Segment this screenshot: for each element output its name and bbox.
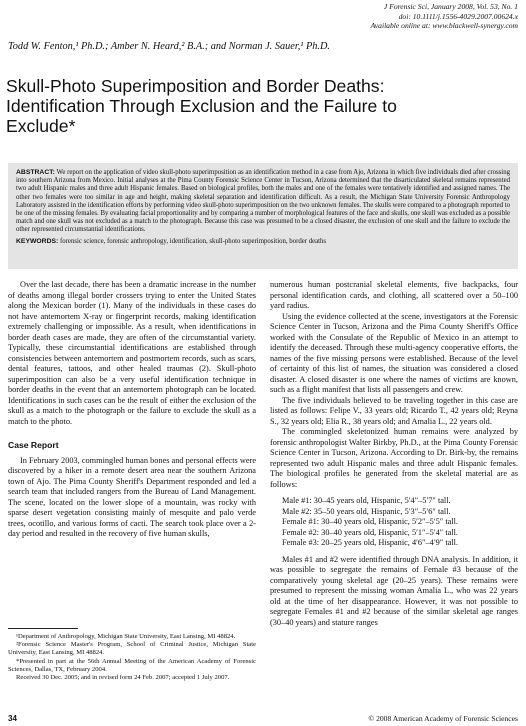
author-list: Todd W. Fenton,¹ Ph.D.; Amber N. Heard,² B.A.; and Norman J. Sauer,¹ Ph.D. (8, 41, 330, 52)
footnote-rule (8, 628, 78, 629)
biological-profile-list (270, 496, 518, 549)
body-paragraph: The five individuals believed to be traveling together in this case are listed as follows: Felipe V., 33 years old; Ricardo T., 42 years old; Reyna S., 32 years old; Elia R., 38 years old; and Amalia L., 22 years old. (270, 395, 518, 426)
keywords-label: KEYWORDS: (16, 237, 59, 245)
doi: doi: 10.1111/j.1556-4029.2007.00624.x (398, 11, 518, 21)
body-paragraph: The commingled skeletonized human remains were analyzed by forensic anthropologist Walter Birkby, Ph.D., at the Pima County Forensic Science Center in Tucson, Arizona. According to Dr. Birk-by, the remains represented two adult Hispanic males and three adult Hispanic females. The biological profiles he generated from the skeletal material are as follows: (270, 427, 518, 489)
abstract-box (8, 163, 518, 269)
abstract-text: We report on the application of video skull-photo superimposition as an identification method in a case from Ajo, Arizona in which five individuals died after crossing into southern Arizona from Mexico. Initial analyses at the Pima County Forensic Science Center in Tucson, Arizona determined that the disarticulated skeletal remains represented two adult Hispanic males and three adult Hispanic females. Based on biological profiles, both the males and one of the females were tentatively identified and assigned names. The other two females were too similar in age and height, making skeletal separation and identification difficult. As a result, the Michigan State University Forensic Anthropology Laboratory assisted in the identification efforts by performing video skull-photo superimposition on the two unknown females. The skulls were compared to a photograph reported to be one of the missing females. By evaluating facial proportionality and by comparing a number of morphological features of the face and skulls, one skull was excluded as a possible match and one skull was not excluded as a match to the photograph. Because this case was presumed to be a closed disaster, the exclusion of one skull and the failure to exclude the other represented circumstantial identifications. (16, 169, 510, 234)
body-column-left (8, 280, 256, 540)
keywords-text: forensic science, forensic anthropology, identification, skull-photo superimposition, border deaths (60, 237, 327, 245)
footnote: ¹Department of Anthropology, Michigan State University, East Lansing, MI 48824. (16, 633, 236, 640)
profile-item: Female #1: 30–40 years old, Hispanic, 5′2″–5′5″ tall. (282, 517, 458, 526)
body-paragraph: Males #1 and #2 were identified through DNA analysis. In addition, it was possible to segregate the remains of Female #3 because of the comparatively young skeletal age (20–25 years). These remains were presumed to represent the missing woman Amalia L., who was 22 years old at the time of her disappearance. However, it was not possible to segregate Females #1 and #2 because of the similar skeletal age ranges (30–40 years) and stature ranges (270, 554, 518, 627)
article-title: Skull-Photo Superimposition and Border Deaths: Identification Through Exclusion and the Failure to Exclude* (6, 76, 397, 136)
footnote: ²Forensic Science Master's Program, School of Criminal Justice, Michigan State University, East Lansing, MI 48824. (8, 641, 256, 657)
profile-item: Male #1: 30–45 years old, Hispanic, 5′4″–5′7″ tall. (282, 496, 451, 505)
footnotes (8, 628, 256, 682)
intro-paragraph: Over the last decade, there has been a dramatic increase in the number of deaths among illegal border crossers trying to enter the United States along the Mexican border (1). Many of the individuals in these cases do not have antemortem X-ray or fingerprint records, making identification extremely challenging or impossible. As a result, when identifications in border death cases are made, they are often of the circumstantial variety. Typically, these circumstantial identifications are established through consistencies between antemortem and postmortem records, such as scars, dental features, tattoos, and other healed traumas (2). Skull-photo superimposition can also be a very useful identification technique in border deaths in the event that an antemortem photograph can be located. Identifications in such cases can be the result of either the exclusion of the skull as a match to the photograph or the failure to exclude the skull as a match to the photo. (8, 280, 256, 426)
journal-reference (218, 2, 518, 31)
profile-item: Male #2: 35–50 years old, Hispanic, 5′3″–5′6″ tall. (282, 506, 451, 516)
availability-note: Available online at: www.blackwell-synergy.com (370, 21, 518, 31)
case-report-heading: Case Report (8, 440, 59, 450)
page-footer (8, 714, 518, 724)
abstract-label: ABSTRACT: (16, 169, 55, 176)
body-paragraph: numerous human postcranial skeletal elements, five backpacks, four personal identification cards, and clothing, all scattered over a 50–100 yard radius. (270, 280, 518, 310)
copyright-notice: © 2008 American Academy of Forensic Sciences (368, 714, 518, 723)
body-column-right (270, 280, 518, 628)
profile-item: Female #3: 20–25 years old, Hispanic, 4′6″–4′9″ tall. (282, 538, 458, 547)
page-number: 34 (8, 714, 17, 723)
body-paragraph: Using the evidence collected at the scene, investigators at the Forensic Science Center in Tucson, Arizona and the Pima County Sheriff's Office worked with the Consulate of the Republic of Mexico in an attempt to identify the deceased. Through these multi-agency cooperative efforts, the names of the five missing persons were established. Because of the level of certainty of this list of names, the situation was considered a closed disaster. A closed disaster is one where the names of victims are known, such as a flight manifest that lists all passengers and crew. (270, 311, 518, 394)
profile-item: Female #2: 30–40 years old, Hispanic, 5′1″–5′4″ tall. (282, 527, 458, 537)
footnote: *Presented in part at the 56th Annual Meeting of the American Academy of Forensic Sciences, Dallas, TX, February 2004. (8, 657, 256, 673)
case-report-paragraph: In February 2003, commingled human bones and personal effects were discovered by a hiker in a remote desert area near the southern Arizona town of Ajo. The Pima County Sheriff's Department responded and led a search team that included rangers from the Bureau of Land Management. The scene, located on the lower slope of a mountain, was rocky with sparse desert vegetation consisting mainly of mesquite and palo verde trees, ocotillo, and various forms of cacti. The search took place over a 2-day period and resulted in the recovery of five human skulls, (8, 455, 256, 538)
journal-citation: J Forensic Sci, January 2008, Vol. 53, No. 1 (383, 2, 518, 11)
keywords (16, 238, 510, 246)
abstract (16, 169, 510, 235)
received-dates: Received 30 Dec. 2005; and in revised form 24 Feb. 2007; accepted 1 July 2007. (16, 674, 230, 682)
